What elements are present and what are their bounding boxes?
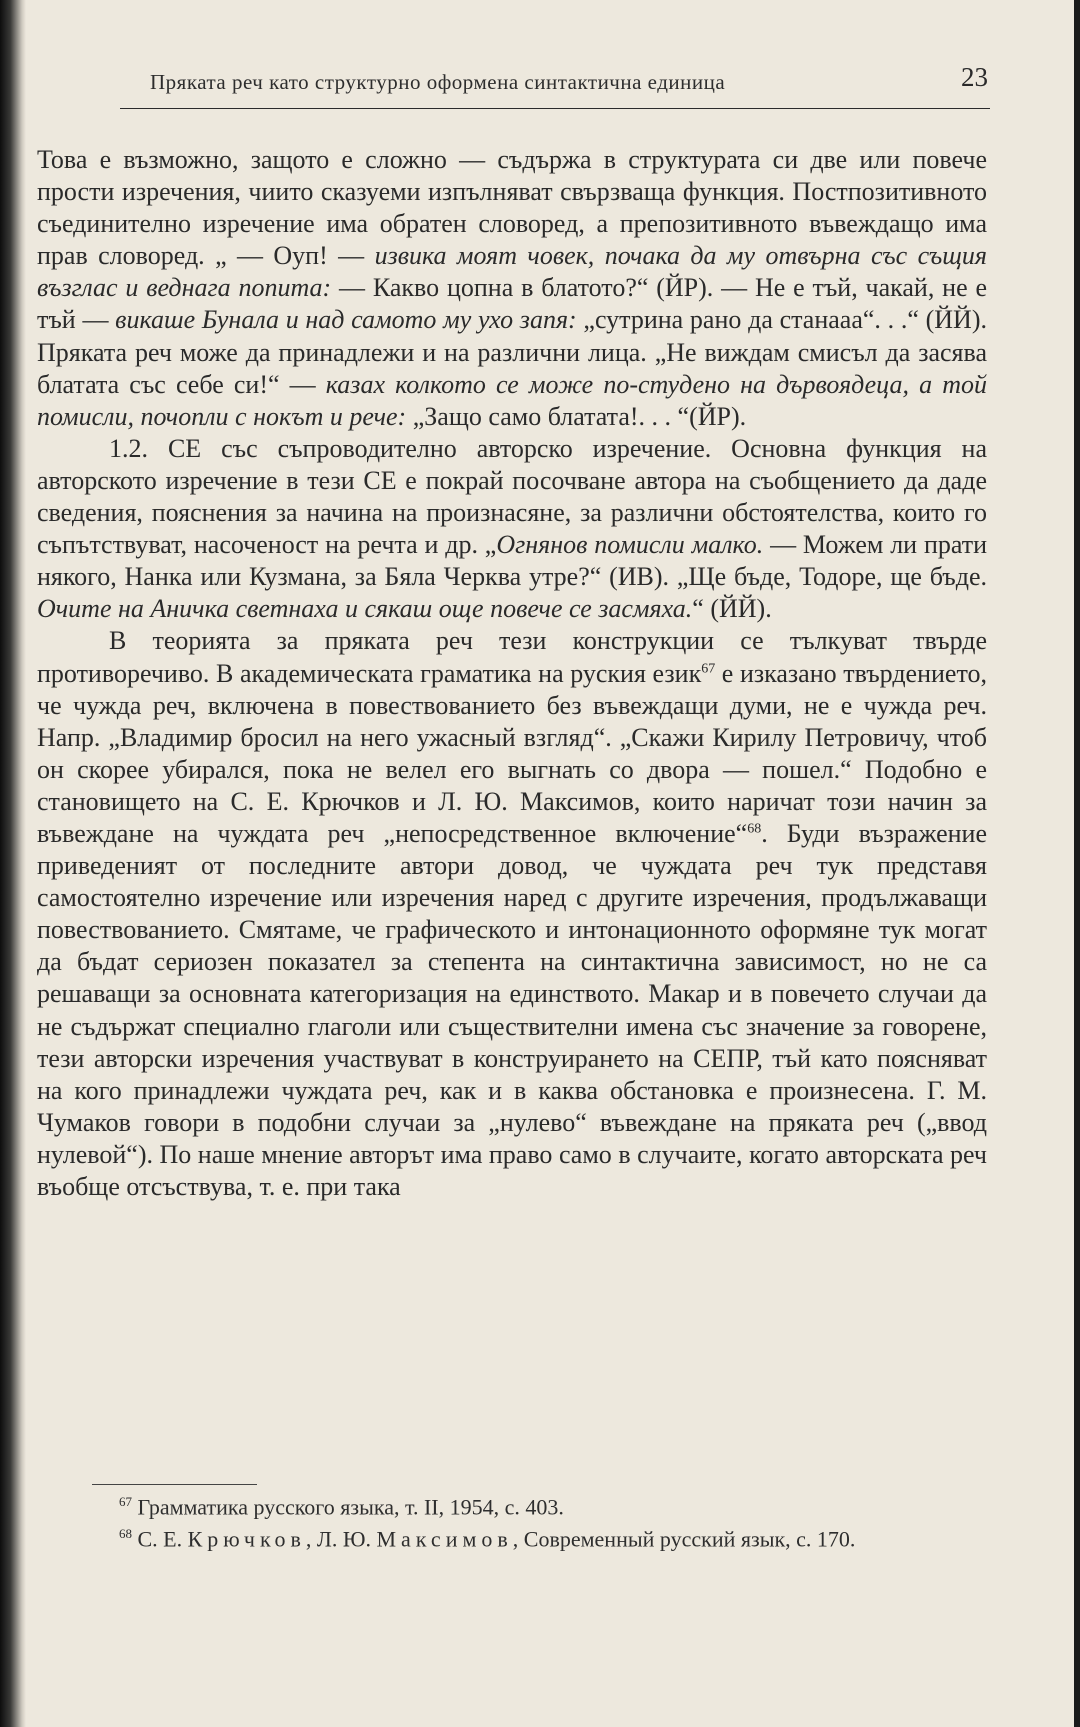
text-run: В теорията за пряката реч тези конструкции се тълкуват твърде противоречиво. В академическата граматика на руския език	[37, 626, 987, 688]
page-edge	[1074, 0, 1080, 1727]
italic-run: казах колкото се може по-студено на дървоядеца, а той помисли, почопли с нокът и рече:	[37, 369, 987, 431]
page-header	[120, 62, 990, 109]
footnote-mark: 68	[119, 1526, 132, 1542]
footnote-ref-67[interactable]: 67	[701, 660, 716, 676]
italic-run: Очите на Аничка светнаха и сякаш още повече се засмяха.	[37, 594, 693, 624]
text-run: Това е възможно, защото е сложно — съдържа в структурата си две или повече прости изречения, чиито сказуеми изпълняват свързваща функция. Постпозитивното съединително изречение има обратен словоред, а препозитивното въвеждащо има прав словоред. „ — Оуп! —	[37, 145, 987, 271]
text-run: — Можем ли прати някого, Нанка или Кузмана, за Бяла Черква утре?“ (ИВ). „Ще бъде, Тодоре, ще бъде.	[37, 530, 987, 592]
book-binding-shadow	[0, 0, 26, 1727]
footnote-author: Максимов	[376, 1526, 513, 1552]
footnote-divider	[92, 1484, 257, 1485]
footnote-text: , Л. Ю.	[305, 1526, 377, 1552]
paragraph-2	[37, 433, 987, 626]
text-run: — Какво цопна в блатото?“ (ЙР). — Не е тъй, чакай, не е тъй —	[37, 273, 987, 335]
text-run: е изказано твърдението, че чужда реч, включена в повествованието без въвеждащи думи, не е чужда реч. Напр. „Владимир бросил на него ужасный взгляд“. „Скажи Кирилу Петровичу, чтоб он скорее убирался, пока не велел его выгнать со двора — пошел.“ Подобно е становището на С. Е. Крючков и Л. Ю. Максимов, които наричат този начин за въвеждане на чуждата реч „непосредственное включение“	[37, 658, 987, 848]
page-number: 23	[961, 62, 988, 92]
italic-run: извика моят човек, почака да му отвърна със същия възглас и веднага попита:	[37, 241, 987, 303]
footnote-ref-68[interactable]: 68	[747, 821, 762, 837]
running-head: Пряката реч като структурно оформена синтактична единица	[150, 70, 726, 94]
footnote-68	[57, 1520, 987, 1552]
footnote-text: С. Е.	[132, 1526, 188, 1552]
italic-run: Огнянов помисли малко.	[496, 530, 764, 560]
text-run: „сутрина рано да станааа“. . .“ (ЙЙ). Пряката реч може да принадлежи и на различни лица. „Не виждам смисъл да засява блатата със себе си!“ —	[37, 305, 987, 399]
text-run: „Защо само блатата!. . . “(ЙР).	[406, 401, 747, 431]
paragraph-1	[37, 144, 987, 433]
footnote-text: , Современный русский язык, с. 170.	[512, 1526, 856, 1552]
footnote-text: Грамматика русского языка, т. II, 1954, с. 403.	[132, 1494, 564, 1520]
footnote-author: Крючков	[187, 1526, 306, 1552]
paragraph-3	[37, 625, 987, 1203]
main-text	[37, 144, 987, 1203]
text-run: 1.2. СЕ със съпроводително авторско изречение. Основна функция на авторското изречение в тези СЕ е покрай посочване автора на съобщението да даде сведения, пояснения за начина на произнасяне, за различни обстоятелства, които го съпътствуват, насоченост на речта и др. „	[37, 433, 987, 560]
footnote-mark: 67	[119, 1494, 132, 1509]
italic-run: викаше Бунала и над самото му ухо запя:	[115, 305, 577, 335]
footnotes	[57, 1488, 987, 1553]
text-run: “ (ЙЙ).	[692, 594, 772, 624]
footnote-67	[57, 1488, 987, 1520]
text-run: . Буди възражение приведеният от последните автори довод, че чуждата реч тук представя самостоятелно изречение или изречения наред с другите изречения, продължаващи повествованието. Смятаме, че графическото и интонационното оформяне тук могат да бъдат сериозен показател за степента на синтактична зависимост, но не са решаващи за основната категоризация на единството. Макар и в повечето случаи да не съдържат специално глаголи или съществителни имена със значение за говорене, тези авторски изречения участвуват в конструирането на СЕПР, тъй като поясняват на кого принадлежи чуждата реч, как и в каква обстановка е произнесена. Г. М. Чумаков говори в подобни случаи за „нулево“ въвеждане на пряката реч („ввод нулевой“). По наше мнение авторът има право само в случаите, когато авторската реч въобще отсъствува, т. е. при така	[37, 818, 987, 1201]
